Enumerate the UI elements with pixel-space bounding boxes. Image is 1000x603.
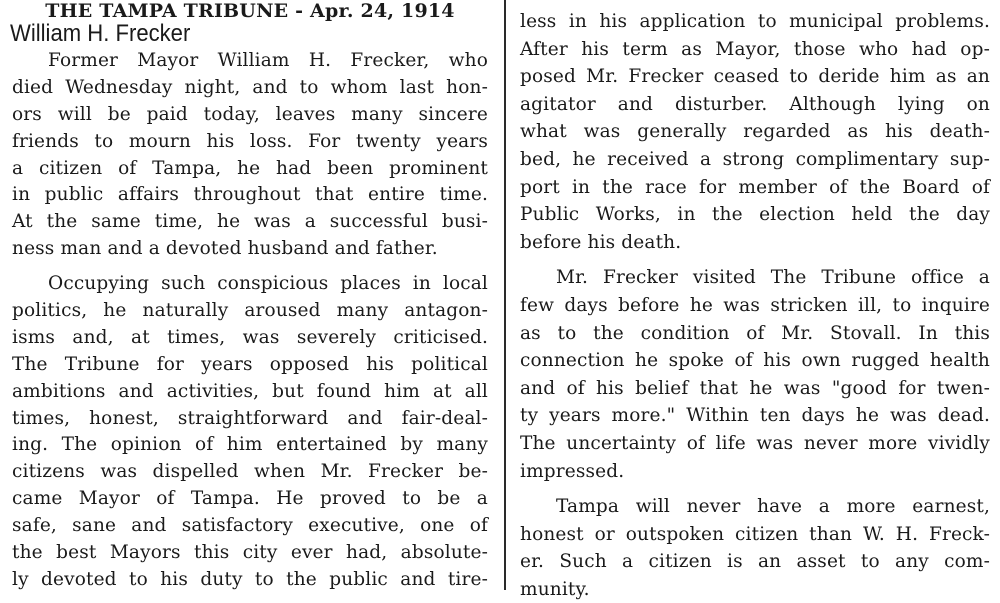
text-line: agitator and disturber. Although lying on bbox=[520, 93, 990, 115]
text-line: in public affairs throughout that entire time. bbox=[12, 184, 488, 206]
masthead: THE TAMPA TRIBUNE - Apr. 24, 1914 bbox=[45, 0, 455, 22]
text-line: ing. The opinion of him entertained by many bbox=[12, 434, 488, 456]
text-line: ness man and a devoted husband and father. bbox=[12, 238, 438, 260]
paragraph-gap bbox=[520, 256, 990, 264]
text-line: safe, sane and satisfactory executive, one of bbox=[12, 515, 488, 537]
text-line: few days before he was stricken ill, to inquire bbox=[520, 294, 990, 316]
text-line: less in his application to municipal problems. bbox=[520, 11, 990, 32]
paragraph-gap bbox=[12, 263, 488, 271]
text-line: munity. bbox=[520, 578, 590, 600]
text-line: posed Mr. Frecker ceased to deride him as an bbox=[520, 66, 990, 88]
text-line: ambitions and activities, but found him at all bbox=[12, 380, 488, 402]
text-line: ty years more." Within ten days he was dead. bbox=[520, 405, 990, 427]
left-column bbox=[12, 48, 488, 594]
column-divider bbox=[504, 0, 506, 590]
text-line: what was generally regarded as his death- bbox=[520, 121, 990, 143]
text-line: politics, he naturally aroused many antagon- bbox=[12, 300, 488, 322]
text-line: before his death. bbox=[520, 231, 682, 253]
text-line: Former Mayor William H. Frecker, who bbox=[48, 50, 488, 71]
text-line: the best Mayors this city ever had, absolute- bbox=[12, 542, 488, 564]
text-line: isms and, at times, was severely criticised. bbox=[12, 326, 488, 348]
text-line: friends to mourn his loss. For twenty years bbox=[12, 130, 488, 152]
text-line: er. Such a citizen is an asset to any com- bbox=[520, 551, 990, 573]
text-line: bed, he received a strong complimentary sup- bbox=[520, 148, 990, 170]
text-line: At the same time, he was a successful busi- bbox=[12, 211, 488, 233]
text-line: and of his belief that he was "good for twen- bbox=[520, 377, 990, 399]
text-line: port in the race for member of the Board of bbox=[520, 176, 990, 198]
text-line: The Tribune for years opposed his political bbox=[12, 353, 488, 375]
text-line: honest or outspoken citizen than W. H. Freck- bbox=[520, 523, 990, 545]
text-line: came Mayor of Tampa. He proved to be a bbox=[12, 488, 488, 510]
text-line: a citizen of Tampa, he had been prominent bbox=[12, 157, 488, 179]
text-line: connection he spoke of his own rugged health bbox=[520, 350, 990, 372]
paragraph-gap bbox=[520, 485, 990, 493]
right-column bbox=[520, 8, 990, 603]
text-line: The uncertainty of life was never more vividly bbox=[520, 432, 990, 454]
article-headline: William H. Frecker bbox=[10, 20, 191, 47]
text-line: ors will be paid today, leaves many sincere bbox=[12, 103, 488, 125]
text-line: times, honest, straightforward and fair-deal- bbox=[12, 407, 488, 429]
text-line: as to the condition of Mr. Stovall. In this bbox=[520, 322, 990, 344]
text-line: Occupying such conspicious places in local bbox=[48, 273, 488, 295]
text-line: Mr. Frecker visited The Tribune office a bbox=[556, 267, 990, 289]
text-line: citizens was dispelled when Mr. Frecker be- bbox=[12, 461, 488, 483]
text-line: ly devoted to his duty to the public and tire- bbox=[12, 568, 488, 590]
text-line: Tampa will never have a more earnest, bbox=[556, 496, 990, 518]
text-line: died Wednesday night, and to whom last hon- bbox=[12, 76, 488, 98]
text-line: Public Works, in the election held the day bbox=[520, 204, 990, 226]
text-line: impressed. bbox=[520, 460, 625, 482]
text-line: After his term as Mayor, those who had op- bbox=[520, 38, 990, 60]
